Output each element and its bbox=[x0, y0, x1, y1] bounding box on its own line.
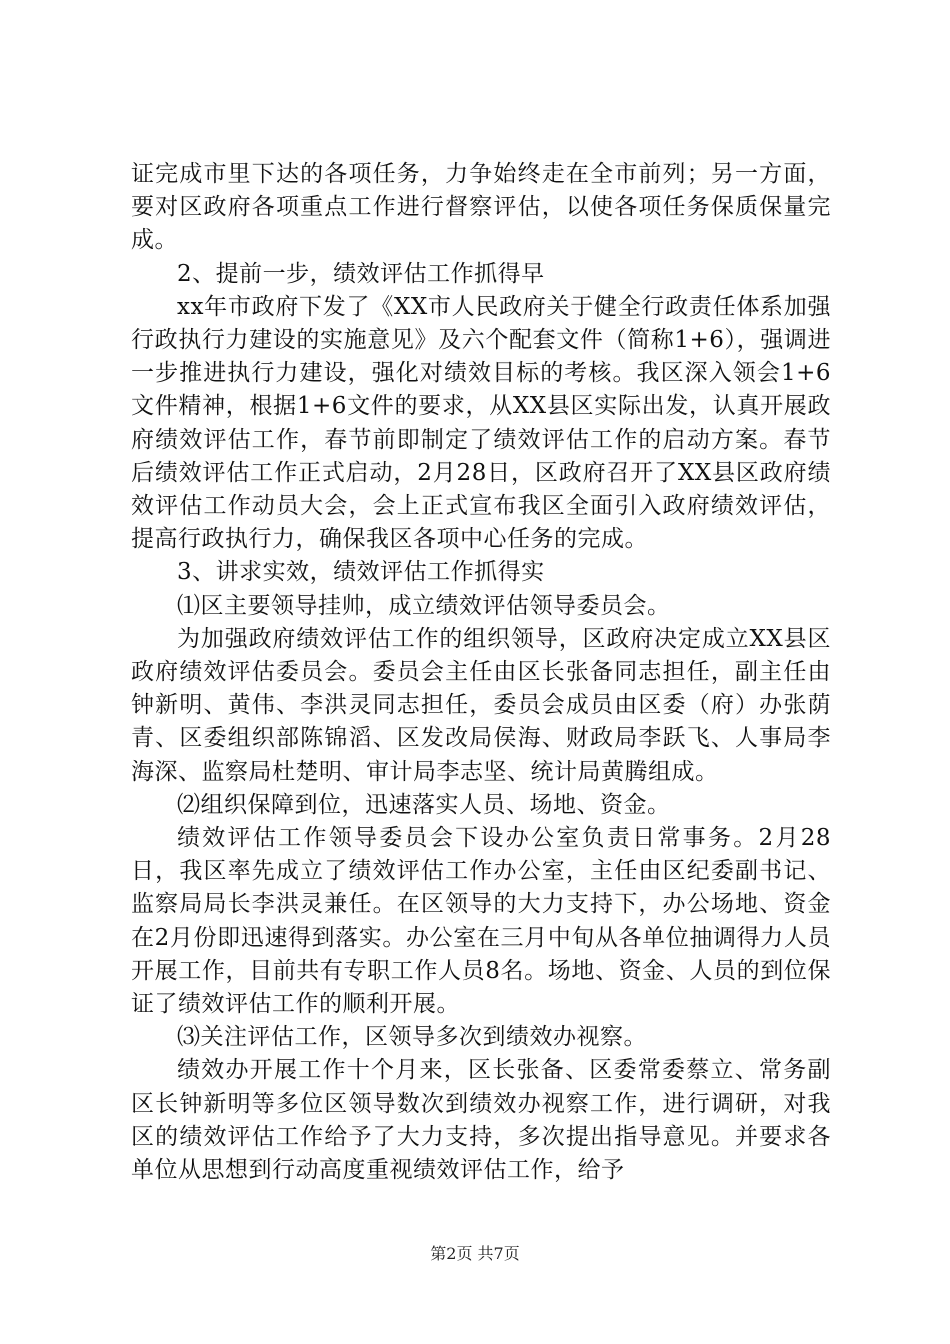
subheading-1: ⑴区主要领导挂帅，成立绩效评估领导委员会。 bbox=[177, 592, 671, 619]
subheading-3: ⑶关注评估工作，区领导多次到绩效办视察。 bbox=[177, 1024, 647, 1051]
paragraph-10: 绩效办开展工作十个月来，区长张备、区委常委蔡立、常务副区长钟新明等多位区领导数次到绩效办视察工作，进行调研，对我区的绩效评估工作给予了大力支持，多次提出指导意见。并要求各单位从思想到行动高度重视绩效评估工作，给予 bbox=[131, 1057, 831, 1184]
paragraph-3: xx年市政府下发了《XX市人民政府关于健全行政责任体系加强行政执行力建设的实施意见》及六个配套文件（简称1+6），强调进一步推进执行力建设，强化对绩效目标的考核。我区深入领会1+6文件精神，根据1+6文件的要求，从XX县区实际出发，认真开展政府绩效评估工作，春节前即制定了绩效评估工作的启动方案。春节后绩效评估工作正式启动，2月28日，区政府召开了XX县区政府绩效评估工作动员大会，会上正式宣布我区全面引入政府绩效评估，提高行政执行力，确保我区各项中心任务的完成。 bbox=[131, 293, 831, 553]
paragraph-8: 绩效评估工作领导委员会下设办公室负责日常事务。2月28日，我区率先成立了绩效评估工作办公室，主任由区纪委副书记、监察局局长李洪灵兼任。在区领导的大力支持下，办公场地、资金在2月份即迅速得到落实。办公室在三月中旬从各单位抽调得力人员开展工作，目前共有专职工作人员8名。场地、资金、人员的到位保证了绩效评估工作的顺利开展。 bbox=[131, 825, 831, 1018]
subheading-2: ⑵组织保障到位，迅速落实人员、场地、资金。 bbox=[177, 791, 671, 818]
section-heading-3: 3、讲求实效，绩效评估工作抓得实 bbox=[177, 559, 545, 586]
paragraph-1: 证完成市里下达的各项任务，力争始终走在全市前列；另一方面，要对区政府各项重点工作进行督察评估，以使各项任务保质保量完成。 bbox=[131, 161, 831, 254]
paragraph-6: 为加强政府绩效评估工作的组织领导，区政府决定成立XX县区政府绩效评估委员会。委员会主任由区长张备同志担任，副主任由钟新明、黄伟、李洪灵同志担任，委员会成员由区委（府）办张荫青、区委组织部陈锦滔、区发改局侯海、财政局李跃飞、人事局李海深、监察局杜楚明、审计局李志坚、统计局黄腾组成。 bbox=[131, 625, 831, 785]
page-footer: 第2页 共7页 bbox=[430, 1244, 520, 1263]
document-body bbox=[131, 158, 831, 1187]
section-heading-2: 2、提前一步，绩效评估工作抓得早 bbox=[177, 260, 545, 287]
